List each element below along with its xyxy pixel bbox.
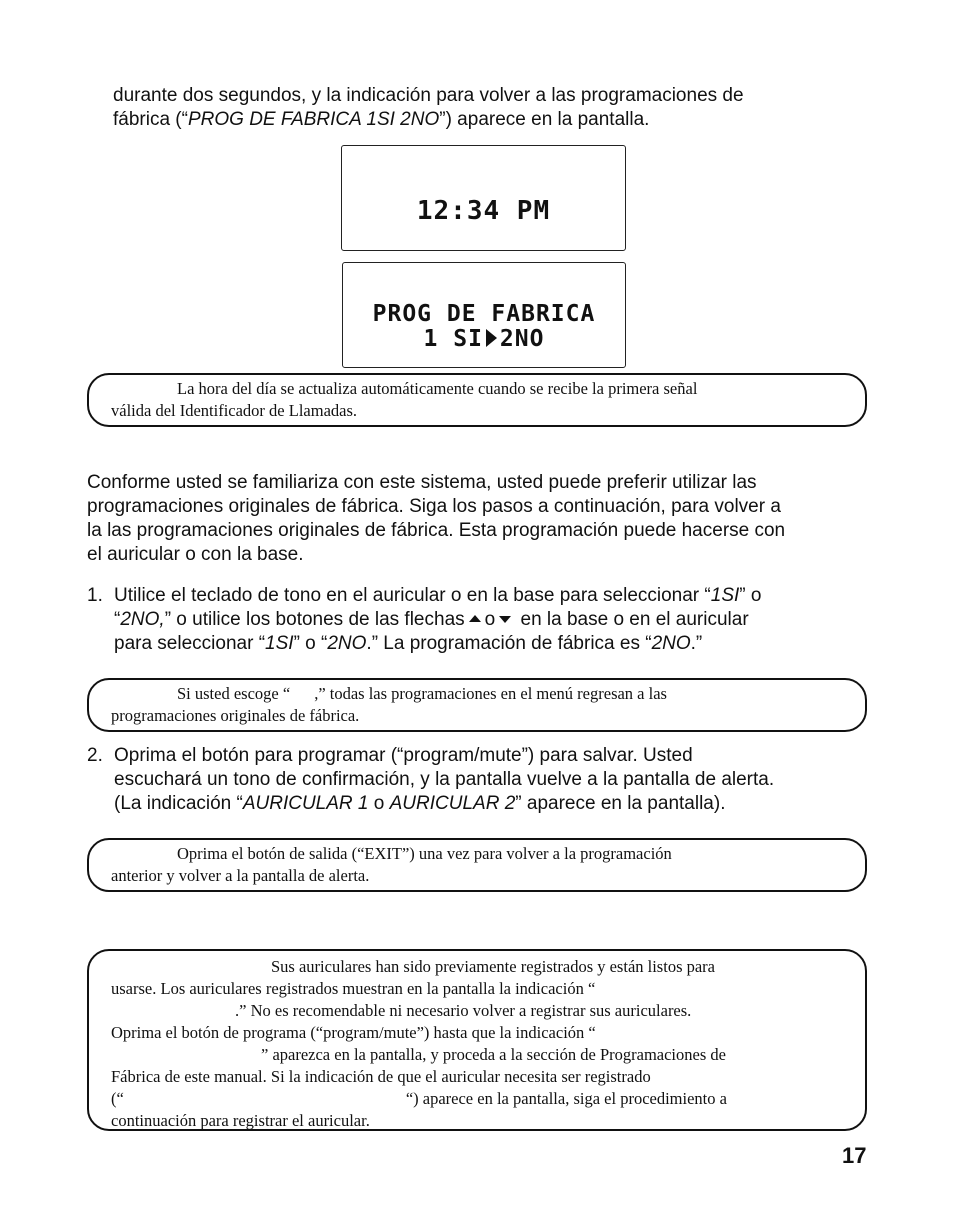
lcd-factory-line-1: PROG DE FABRICA <box>372 301 596 327</box>
note3-line-2: anterior y volver a la pantalla de alerta. <box>111 866 370 885</box>
note1-line-1: La hora del día se actualiza automáticamente cuando se recibe la primera señal <box>177 379 698 398</box>
body-line-4: el auricular o con la base. <box>87 544 304 565</box>
step-1-line-1: Utilice el teclado de tono en el auricular o en la base para seleccionar “1SI” o <box>114 585 762 606</box>
intro-paragraph <box>113 84 744 132</box>
arrow-up-icon <box>469 615 481 622</box>
step-1-line-3: para seleccionar “1SI” o “2NO.” La programación de fábrica es “2NO.” <box>114 633 703 654</box>
note-box-caller-id <box>87 373 867 427</box>
note4-line-7a: (“ <box>111 1089 124 1108</box>
note4-line-1: Sus auriculares han sido previamente registrados y están listos para <box>271 957 716 976</box>
lcd-factory-line-2: 1 SI 2NO <box>423 326 545 352</box>
note-box-reset-all <box>87 678 867 732</box>
lcd-time-text: 12:34 PM <box>416 196 551 226</box>
step-2-number: 2. <box>87 745 103 766</box>
step-2-line-1: Oprima el botón para programar (“program/mute”) para salvar. Usted <box>114 745 693 766</box>
note2-line-1a: Si usted escoge “ <box>177 684 291 703</box>
note4-line-5: ” aparezca en la pantalla, y proceda a la sección de Programaciones de <box>261 1045 726 1064</box>
note4-line-4: Oprima el botón de programa (“program/mute”) hasta que la indicación “ <box>111 1023 596 1042</box>
selection-arrow-icon <box>486 329 497 347</box>
step-2-line-2: escuchará un tono de confirmación, y la pantalla vuelve a la pantalla de alerta. <box>114 769 775 790</box>
note4-line-8: continuación para registrar el auricular. <box>111 1111 370 1130</box>
step-2-line-3: (La indicación “AURICULAR 1 o AURICULAR 2” aparece en la pantalla). <box>114 793 726 814</box>
note4-line-6: Fábrica de este manual. Si la indicación de que el auricular necesita ser registrado <box>111 1067 651 1086</box>
intro-line-2: fábrica (“PROG DE FABRICA 1SI 2NO”) aparece en la pantalla. <box>113 109 650 130</box>
note2-line-2: programaciones originales de fábrica. <box>111 706 360 725</box>
arrow-down-icon <box>499 616 511 623</box>
page-number: 17 <box>842 1143 867 1168</box>
note4-line-7b: “) aparece en la pantalla, siga el procedimiento a <box>405 1089 727 1108</box>
body-line-3: la las programaciones originales de fábrica. Esta programación puede hacerse con <box>87 520 786 541</box>
note-box-exit <box>87 838 867 892</box>
note-box-registered-handsets <box>87 949 867 1131</box>
intro-line-1: durante dos segundos, y la indicación para volver a las programaciones de <box>113 85 744 106</box>
body-line-2: programaciones originales de fábrica. Siga los pasos a continuación, para volver a <box>87 496 781 517</box>
step-1-number: 1. <box>87 585 103 606</box>
note2-line-1b: ,” todas las programaciones en el menú regresan a las <box>314 684 667 703</box>
step-1-line-2: “2NO,” o utilice los botones de las flechas o en la base o en el auricular <box>114 609 749 630</box>
body-line-1: Conforme usted se familiariza con este sistema, usted puede preferir utilizar las <box>87 472 757 493</box>
step-2 <box>87 744 775 816</box>
note3-line-1: Oprima el botón de salida (“EXIT”) una vez para volver a la programación <box>177 844 672 863</box>
step-1 <box>87 584 762 656</box>
lcd-display-time <box>341 145 626 251</box>
note1-line-2: válida del Identificador de Llamadas. <box>111 401 358 420</box>
note4-line-3: .” No es recomendable ni necesario volver a registrar sus auriculares. <box>235 1001 692 1020</box>
lcd-display-factory-reset <box>342 262 626 368</box>
body-paragraph <box>87 471 785 567</box>
note4-line-2: usarse. Los auriculares registrados muestran en la pantalla la indicación “ <box>111 979 596 998</box>
